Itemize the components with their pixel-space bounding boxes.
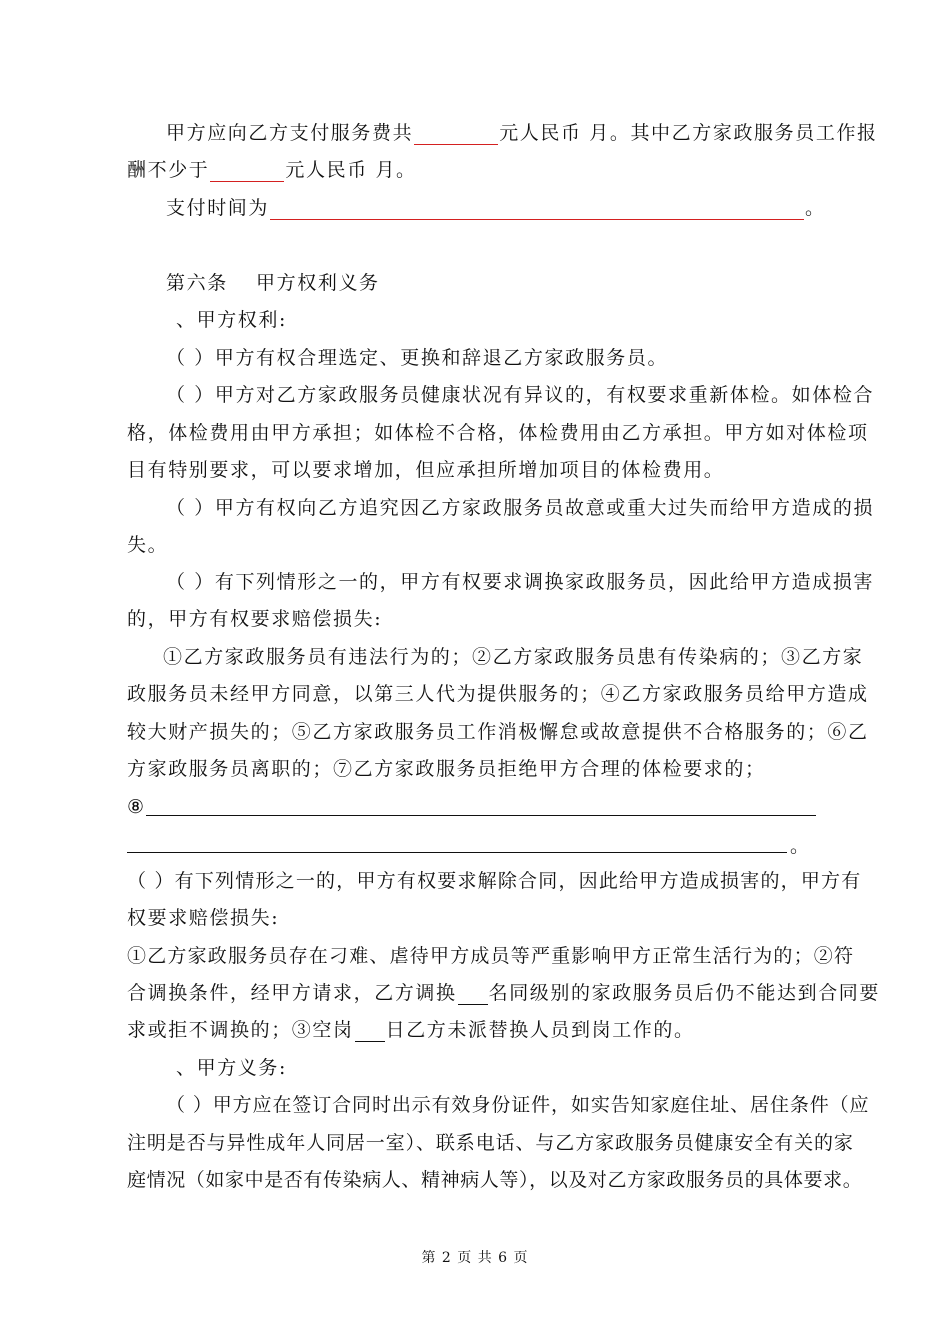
article6-heading: 第六条 甲方权利义务 xyxy=(166,272,380,294)
duty-1-line-3: 庭情况（如家中是否有传染病人、精神病人等），以及对乙方家政服务员的具体要求。 xyxy=(127,1169,863,1191)
pay-time-blank[interactable] xyxy=(270,201,804,220)
right-5-case-2-b: 名同级别的家政服务员后仍不能达到合同要 xyxy=(488,982,881,1004)
right-3-line-2: 失。 xyxy=(127,534,169,556)
right-4-case-3: 较大财产损失的；⑤乙方家政服务员工作消极懈怠或故意提供不合格服务的；⑥乙 xyxy=(127,721,869,743)
fee-mid: 元人民币 月。其中乙方家政服务员工作报 xyxy=(499,122,878,144)
right-1: （ ）甲方有权合理选定、更换和辞退乙方家政服务员。 xyxy=(166,347,669,369)
right-3-line-1: （ ）甲方有权向乙方追究因乙方家政服务员故意或重大过失而给甲方造成的损 xyxy=(166,497,875,519)
right-4-line-2: 的，甲方有权要求赔偿损失: xyxy=(127,608,383,630)
pay-time-line xyxy=(166,196,826,220)
case-8-end: 。 xyxy=(790,835,811,857)
page-number: 第 2 页 共 6 页 xyxy=(421,1250,529,1266)
right-5-line-2: 权要求赔偿损失: xyxy=(127,907,280,929)
duty-1-line-2: 注明是否与异性成年人同居一室）、联系电话、与乙方家政服务员健康安全有关的家 xyxy=(127,1132,854,1154)
right-4-case-8-prefix: ⑧ xyxy=(127,796,146,818)
fee-amount-blank[interactable] xyxy=(414,126,498,145)
right-2-line-2: 格，体检费用由甲方承担；如体检不合格，体检费用由乙方承担。甲方如对体检项 xyxy=(127,422,869,444)
case-8-blank-line-1[interactable] xyxy=(146,815,816,816)
case-8-blank-line-2[interactable] xyxy=(127,852,787,853)
right-2-line-3: 目有特别要求，可以要求增加，但应承担所增加项目的体检费用。 xyxy=(127,459,725,481)
pay-line xyxy=(127,158,417,182)
vacancy-days-blank[interactable] xyxy=(355,1023,385,1042)
duties-heading: 、甲方义务: xyxy=(176,1057,288,1079)
duty-1-line-1: （ ）甲方应在签订合同时出示有效身份证件，如实告知家庭住址、居住条件（应 xyxy=(166,1094,870,1116)
pay-time-prefix: 支付时间为 xyxy=(166,197,270,219)
rights-heading: 、甲方权利: xyxy=(176,309,288,331)
right-5-case-2 xyxy=(127,981,880,1005)
right-5-case-3-a: 求或拒不调换的；③空岗 xyxy=(127,1019,354,1041)
fee-prefix: 甲方应向乙方支付服务费共 xyxy=(166,122,414,144)
right-4-case-1: ①乙方家政服务员有违法行为的；②乙方家政服务员患有传染病的；③乙方家 xyxy=(163,646,864,668)
right-5-case-2-a: 合调换条件，经甲方请求，乙方调换 xyxy=(127,982,457,1004)
right-5-line-1: （ ）有下列情形之一的，甲方有权要求解除合同，因此给甲方造成损害的，甲方有 xyxy=(127,870,862,892)
pay-suffix: 元人民币 月。 xyxy=(285,159,417,181)
right-4-line-1: （ ）有下列情形之一的，甲方有权要求调换家政服务员，因此给甲方造成损害 xyxy=(166,571,875,593)
right-4-case-4: 方家政服务员离职的；⑦乙方家政服务员拒绝甲方合理的体检要求的； xyxy=(127,758,766,780)
right-5-case-1: ①乙方家政服务员存在刁难、虐待甲方成员等严重影响甲方正常生活行为的；②符 xyxy=(127,945,855,967)
right-5-case-3-b: 日乙方未派替换人员到岗工作的。 xyxy=(385,1019,695,1041)
pay-time-suffix: 。 xyxy=(805,197,826,219)
replacement-count-blank[interactable] xyxy=(458,986,488,1005)
right-5-case-3 xyxy=(127,1018,695,1042)
right-2-line-1: （ ）甲方对乙方家政服务员健康状况有异议的，有权要求重新体检。如体检合 xyxy=(166,384,875,406)
fee-line xyxy=(166,121,878,145)
pay-amount-blank[interactable] xyxy=(210,163,284,182)
pay-prefix: 酬不少于 xyxy=(127,159,210,181)
right-4-case-2: 政服务员未经甲方同意，以第三人代为提供服务的；④乙方家政服务员给甲方造成 xyxy=(127,683,869,705)
